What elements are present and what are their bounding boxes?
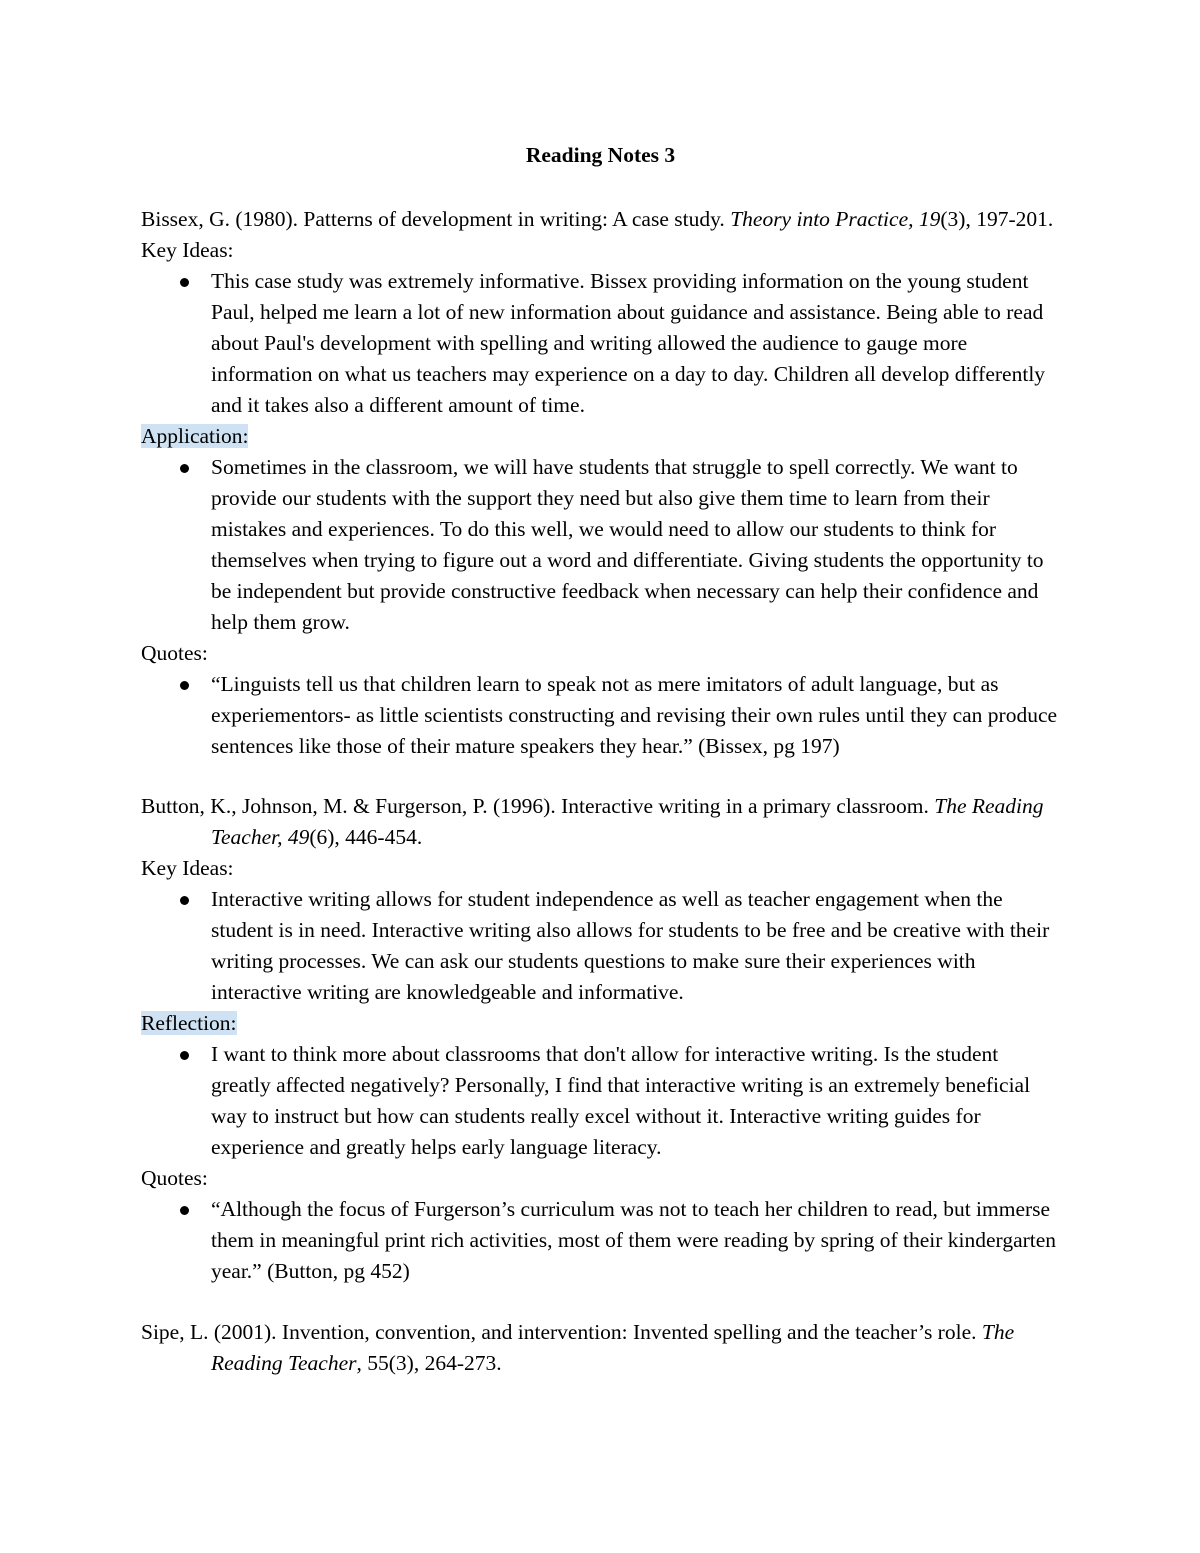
- application-list: [141, 452, 1060, 638]
- quotes-heading: Quotes:: [141, 1166, 208, 1190]
- quote-text: “Although the focus of Furgerson’s curriculum was not to teach her children to read, but immerse them in meaningful print rich activities, most of them were reading by spring of their kindergarten year.” (Button, pg 452): [211, 1197, 1057, 1283]
- paragraph-spacer: [141, 762, 1060, 791]
- citation-text: Bissex, G. (1980). Patterns of development in writing: A case study.: [141, 207, 731, 231]
- list-item-text: Sometimes in the classroom, we will have students that struggle to spell correctly. We want to provide our students with the support they need but also give them time to learn from their mistakes and experiences. To do this well, we would need to allow our students to think for themselves when trying to figure out a word and differentiate. Giving students the opportunity to be independent but provide constructive feedback when necessary can help their confidence and help them grow.: [211, 455, 1044, 634]
- bullet-icon: [180, 1051, 189, 1060]
- highlighted-label: Reflection:: [141, 1011, 237, 1035]
- citation-journal: The Reading Teacher: [211, 1320, 1015, 1375]
- list-item: [211, 884, 1060, 1008]
- key-ideas-list: [141, 884, 1060, 1008]
- citation: [141, 1317, 1060, 1379]
- bullet-icon: [180, 896, 189, 905]
- list-item: [211, 1039, 1060, 1163]
- paragraph-spacer: [141, 1287, 1060, 1317]
- list-item: [211, 669, 1060, 762]
- citation-details: (3), 197-201.: [940, 207, 1054, 231]
- bullet-icon: [180, 1206, 189, 1215]
- citation-journal: The Reading Teacher, 49: [211, 794, 1044, 849]
- bullet-icon: [180, 464, 189, 473]
- citation: [141, 204, 1060, 235]
- key-ideas-heading: Key Ideas:: [141, 856, 234, 880]
- list-item-text: Interactive writing allows for student independence as well as teacher engagement when the student is in need. Interactive writing also allows for students to be free and be creative with their writing processes. We can ask our students questions to make sure their experiences with interactive writing are knowledgeable and informative.: [211, 887, 1050, 1004]
- reading-entry-sipe: [141, 1317, 1060, 1379]
- quotes-list: [141, 669, 1060, 762]
- list-item-text: This case study was extremely informative. Bissex providing information on the young student Paul, helped me learn a lot of new information about guidance and assistance. Being able to read about Paul's development with spelling and writing allowed the audience to gauge more information on what us teachers may experience on a day to day. Children all develop differently and it takes also a different amount of time.: [211, 269, 1046, 417]
- list-item: [211, 1194, 1060, 1287]
- citation-details: , 55(3), 264-273.: [356, 1351, 502, 1375]
- highlighted-label: Application:: [141, 424, 249, 448]
- citation-text: Button, K., Johnson, M. & Furgerson, P. (1996). Interactive writing in a primary classroom.: [141, 794, 935, 818]
- bullet-icon: [180, 278, 189, 287]
- quotes-heading: Quotes:: [141, 641, 208, 665]
- bullet-icon: [180, 681, 189, 690]
- quotes-list: [141, 1194, 1060, 1287]
- reading-entry-bissex: [141, 204, 1060, 762]
- list-item-text: I want to think more about classrooms that don't allow for interactive writing. Is the student greatly affected negatively? Personally, I find that interactive writing is an extremely beneficial way to instruct but how can students really excel without it. Interactive writing guides for experience and greatly helps early language literacy.: [211, 1042, 1031, 1159]
- key-ideas-list: [141, 266, 1060, 421]
- reflection-heading: [141, 1008, 1060, 1039]
- page-title: Reading Notes 3: [525, 143, 676, 167]
- key-ideas-heading: Key Ideas:: [141, 238, 234, 262]
- citation-details: (6), 446-454.: [309, 825, 423, 849]
- reading-entry-button: [141, 791, 1060, 1287]
- citation-journal: Theory into Practice, 19: [730, 207, 941, 231]
- reflection-list: [141, 1039, 1060, 1163]
- list-item: [211, 266, 1060, 421]
- list-item: [211, 452, 1060, 638]
- application-heading: [141, 421, 1060, 452]
- quote-text: “Linguists tell us that children learn to speak not as mere imitators of adult language, but as experiementors- as little scientists constructing and revising their own rules until they can produce sentences like those of their mature speakers they hear.” (Bissex, pg 197): [211, 672, 1058, 758]
- citation: [141, 791, 1060, 853]
- citation-text: Sipe, L. (2001). Invention, convention, and intervention: Invented spelling and the teacher’s role.: [141, 1320, 982, 1344]
